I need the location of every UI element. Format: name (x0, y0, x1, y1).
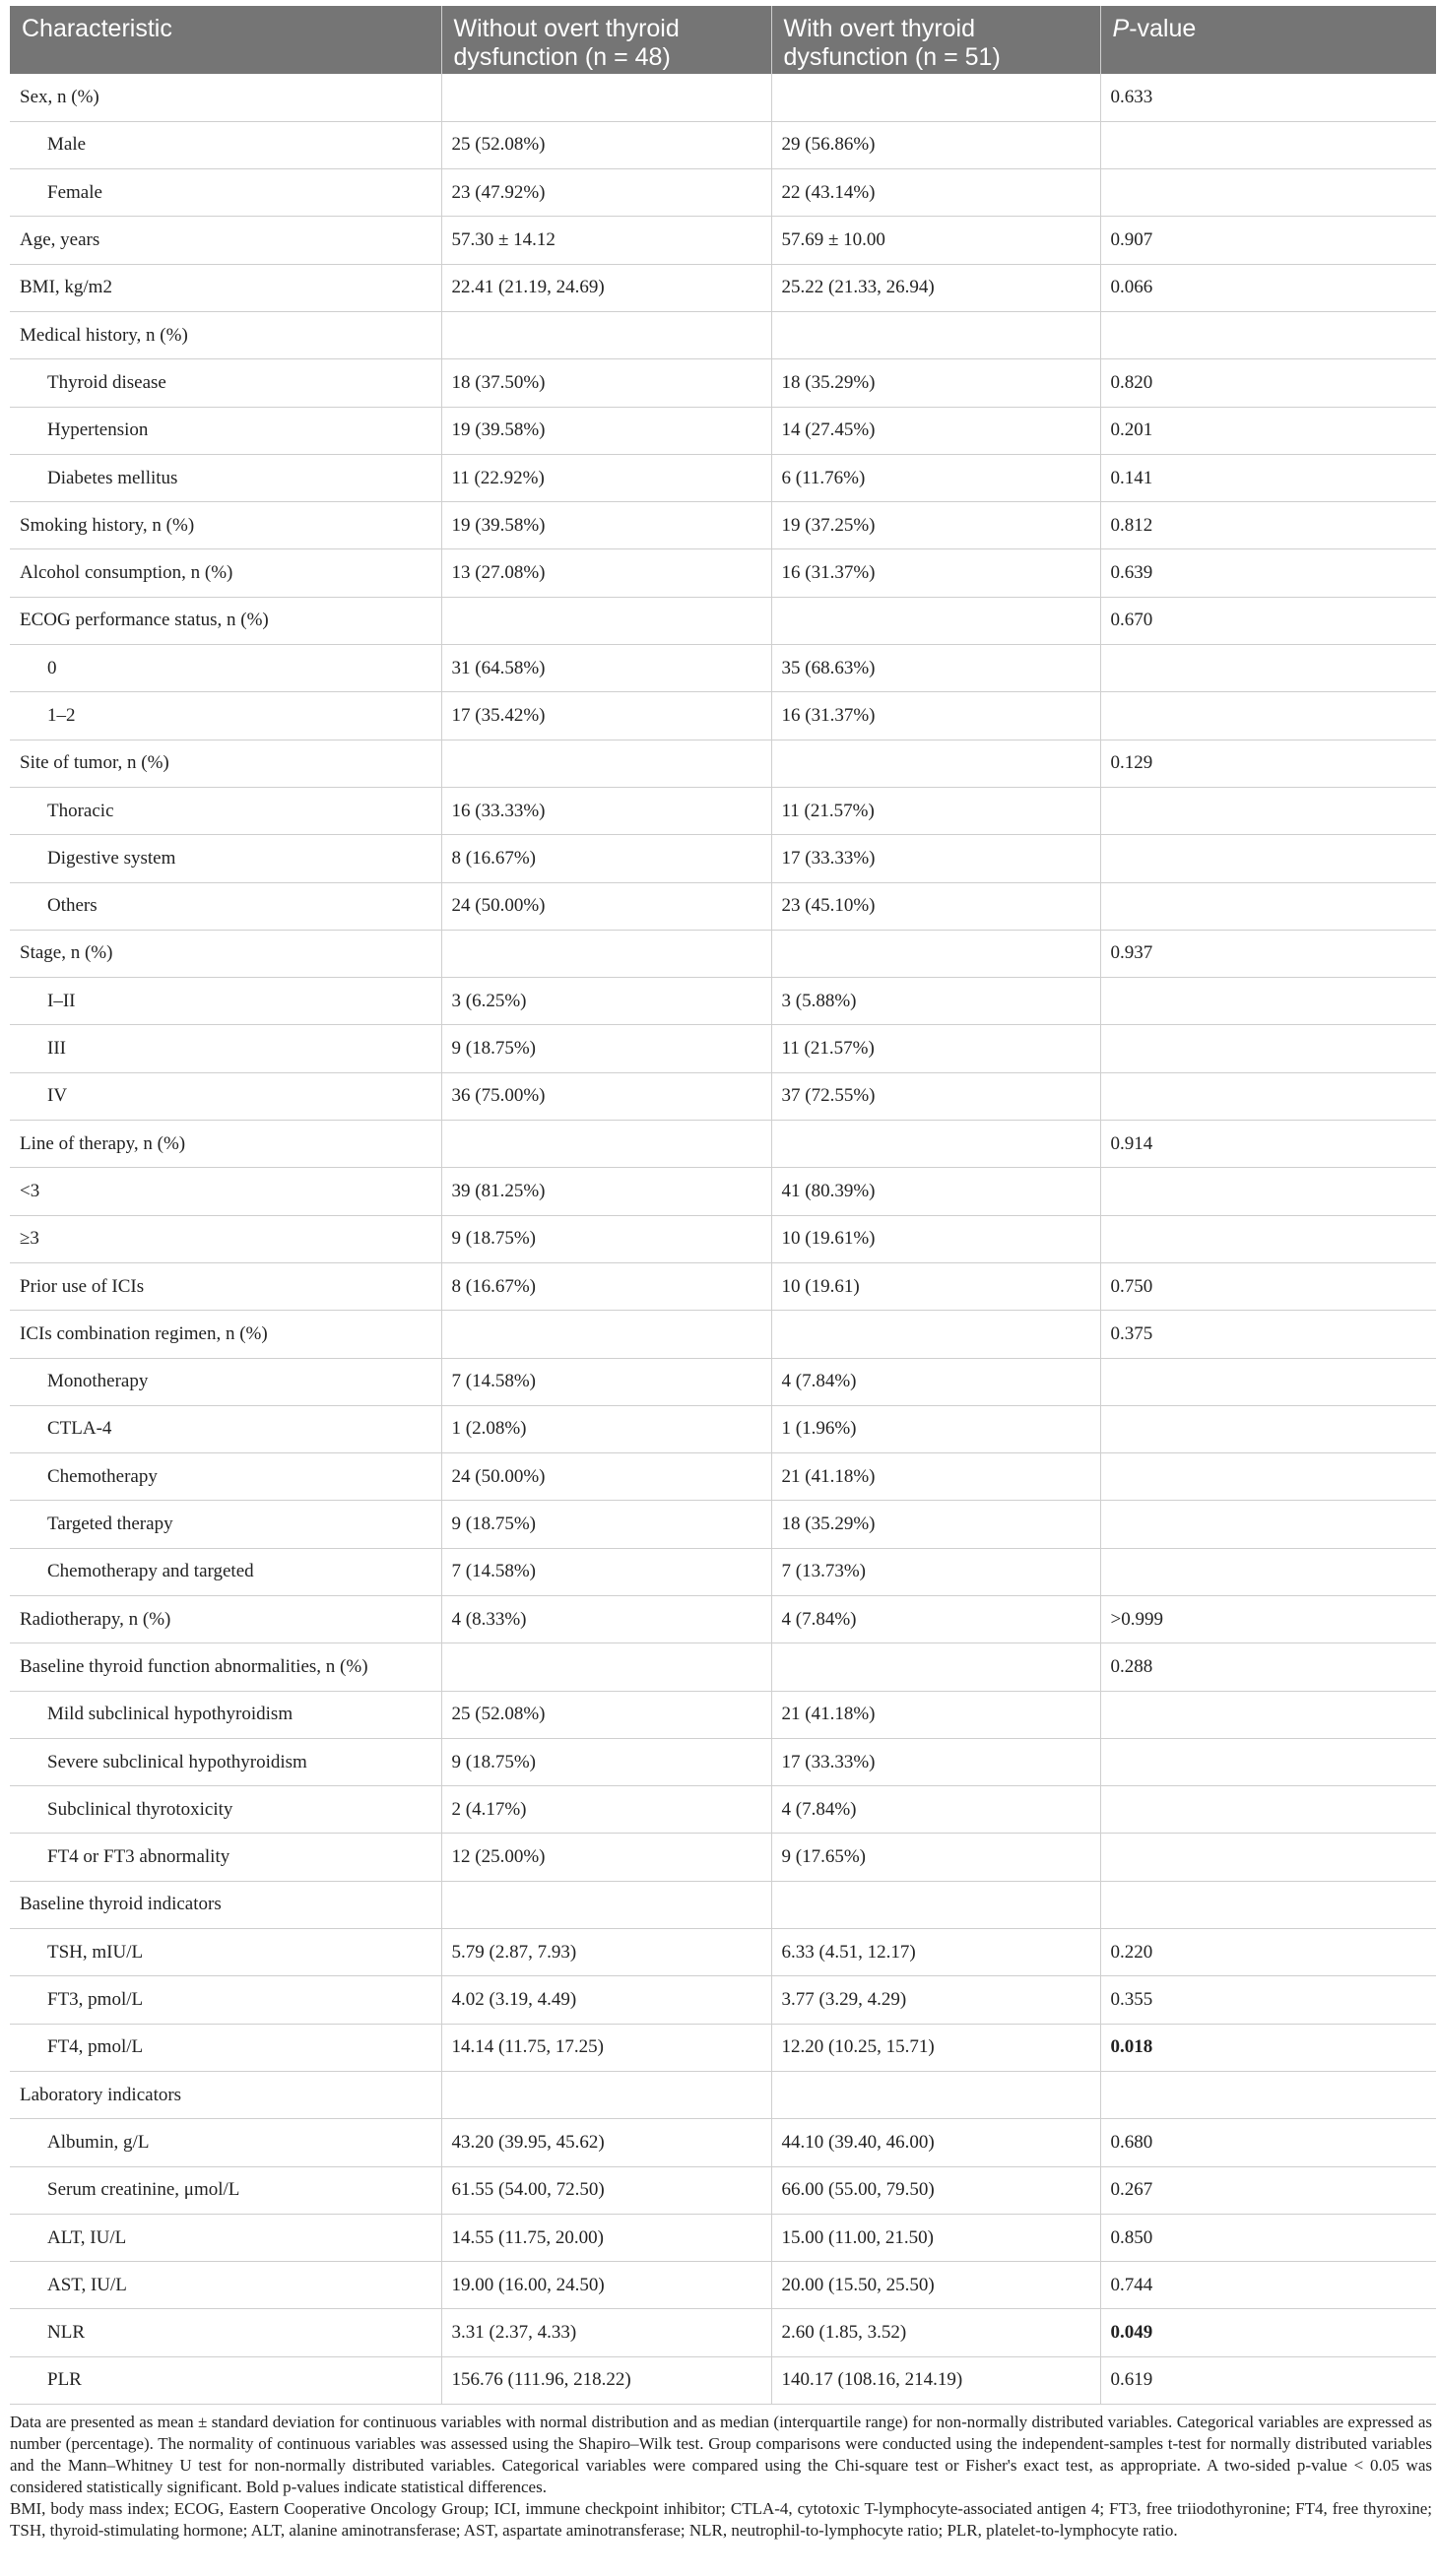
row-label: Medical history, n (%) (10, 311, 441, 358)
table-row (10, 74, 1436, 121)
value-with-overt: 16 (31.37%) (771, 692, 1100, 740)
p-value: 0.812 (1100, 502, 1436, 549)
table-header (10, 6, 1436, 74)
table-row (10, 1643, 1436, 1691)
value-with-overt: 4 (7.84%) (771, 1596, 1100, 1643)
table-row (10, 311, 1436, 358)
table-row (10, 1072, 1436, 1120)
row-label: Female (10, 169, 441, 217)
table-row (10, 1548, 1436, 1595)
value-without-overt (441, 1643, 771, 1691)
value-without-overt: 25 (52.08%) (441, 121, 771, 168)
p-value (1100, 1786, 1436, 1834)
p-value: 0.907 (1100, 217, 1436, 264)
p-value: 0.750 (1100, 1262, 1436, 1310)
table-row (10, 1786, 1436, 1834)
p-value (1100, 978, 1436, 1025)
row-label: Hypertension (10, 407, 441, 454)
table-row (10, 597, 1436, 644)
value-with-overt: 4 (7.84%) (771, 1358, 1100, 1405)
p-value (1100, 1358, 1436, 1405)
value-without-overt (441, 311, 771, 358)
row-label: Smoking history, n (%) (10, 502, 441, 549)
p-value (1100, 169, 1436, 217)
p-value: 0.129 (1100, 740, 1436, 787)
p-value: >0.999 (1100, 1596, 1436, 1643)
value-with-overt: 41 (80.39%) (771, 1168, 1100, 1215)
footnote-abbreviations: BMI, body mass index; ECOG, Eastern Cooperative Oncology Group; ICI, immune checkpoint inhibitor; CTLA-4, cytotoxic T-lymphocyte-associated antigen 4; FT3, free triiodothyronine; FT4, free thyroxine; TSH, thyroid-stimulating hormone; ALT, alanine aminotransferase; AST, aspartate aminotransferase; NLR, neutrophil-to-lymphocyte ratio; PLR, platelet-to-lymphocyte ratio. (10, 2499, 1432, 2540)
value-without-overt: 156.76 (111.96, 218.22) (441, 2356, 771, 2404)
table-row (10, 454, 1436, 501)
value-without-overt: 31 (64.58%) (441, 645, 771, 692)
value-with-overt: 10 (19.61) (771, 1262, 1100, 1310)
p-value: 0.820 (1100, 359, 1436, 407)
value-without-overt: 22.41 (21.19, 24.69) (441, 264, 771, 311)
table-row (10, 1262, 1436, 1310)
value-with-overt: 21 (41.18%) (771, 1691, 1100, 1738)
table-row (10, 787, 1436, 834)
table-row (10, 978, 1436, 1025)
table-row (10, 169, 1436, 217)
value-with-overt (771, 1121, 1100, 1168)
value-without-overt: 8 (16.67%) (441, 835, 771, 882)
table-row (10, 2166, 1436, 2214)
table-row (10, 882, 1436, 930)
value-with-overt: 3 (5.88%) (771, 978, 1100, 1025)
value-without-overt: 7 (14.58%) (441, 1548, 771, 1595)
row-label: AST, IU/L (10, 2262, 441, 2309)
value-with-overt: 9 (17.65%) (771, 1834, 1100, 1881)
value-without-overt: 17 (35.42%) (441, 692, 771, 740)
p-value: 0.049 (1100, 2309, 1436, 2356)
table-row (10, 1834, 1436, 1881)
table-body (10, 74, 1436, 2405)
value-with-overt (771, 597, 1100, 644)
table-row (10, 2356, 1436, 2404)
table-row (10, 1121, 1436, 1168)
p-value (1100, 1548, 1436, 1595)
value-without-overt (441, 74, 771, 121)
row-label: Digestive system (10, 835, 441, 882)
row-label: Subclinical thyrotoxicity (10, 1786, 441, 1834)
p-value: 0.680 (1100, 2119, 1436, 2166)
value-without-overt: 19 (39.58%) (441, 407, 771, 454)
p-value: 0.288 (1100, 1643, 1436, 1691)
p-value (1100, 1501, 1436, 1548)
value-with-overt: 21 (41.18%) (771, 1453, 1100, 1501)
value-without-overt (441, 1121, 771, 1168)
table-row (10, 1168, 1436, 1215)
value-with-overt (771, 74, 1100, 121)
value-with-overt: 66.00 (55.00, 79.50) (771, 2166, 1100, 2214)
value-without-overt: 13 (27.08%) (441, 549, 771, 597)
table-row (10, 121, 1436, 168)
value-with-overt (771, 2071, 1100, 2118)
row-label: BMI, kg/m2 (10, 264, 441, 311)
p-value: 0.220 (1100, 1929, 1436, 1976)
p-value: 0.670 (1100, 597, 1436, 644)
value-without-overt: 25 (52.08%) (441, 1691, 771, 1738)
value-with-overt: 37 (72.55%) (771, 1072, 1100, 1120)
value-without-overt: 43.20 (39.95, 45.62) (441, 2119, 771, 2166)
row-label: ECOG performance status, n (%) (10, 597, 441, 644)
table-container (10, 6, 1436, 2405)
value-without-overt: 16 (33.33%) (441, 787, 771, 834)
value-without-overt: 9 (18.75%) (441, 1025, 771, 1072)
value-without-overt: 9 (18.75%) (441, 1738, 771, 1785)
value-with-overt: 22 (43.14%) (771, 169, 1100, 217)
value-with-overt: 18 (35.29%) (771, 359, 1100, 407)
value-with-overt: 17 (33.33%) (771, 1738, 1100, 1785)
row-label: CTLA-4 (10, 1405, 441, 1452)
table-row (10, 740, 1436, 787)
value-with-overt: 6 (11.76%) (771, 454, 1100, 501)
row-label: FT3, pmol/L (10, 1976, 441, 2024)
p-value (1100, 882, 1436, 930)
p-value: 0.267 (1100, 2166, 1436, 2214)
value-without-overt (441, 2071, 771, 2118)
value-with-overt (771, 1311, 1100, 1358)
row-label: Monotherapy (10, 1358, 441, 1405)
value-with-overt (771, 740, 1100, 787)
row-label: Laboratory indicators (10, 2071, 441, 2118)
value-without-overt (441, 1881, 771, 1928)
table-row (10, 2309, 1436, 2356)
table-row (10, 1596, 1436, 1643)
table-row (10, 2262, 1436, 2309)
value-with-overt: 18 (35.29%) (771, 1501, 1100, 1548)
value-without-overt: 14.14 (11.75, 17.25) (441, 2024, 771, 2071)
row-label: Radiotherapy, n (%) (10, 1596, 441, 1643)
p-value: 0.937 (1100, 930, 1436, 977)
table-row (10, 1929, 1436, 1976)
value-with-overt: 23 (45.10%) (771, 882, 1100, 930)
table-row (10, 1453, 1436, 1501)
value-with-overt: 57.69 ± 10.00 (771, 217, 1100, 264)
value-with-overt: 17 (33.33%) (771, 835, 1100, 882)
row-label: 1–2 (10, 692, 441, 740)
row-label: NLR (10, 2309, 441, 2356)
value-without-overt: 2 (4.17%) (441, 1786, 771, 1834)
row-label: Thoracic (10, 787, 441, 834)
header-characteristic: Characteristic (10, 6, 441, 74)
value-without-overt: 5.79 (2.87, 7.93) (441, 1929, 771, 1976)
p-value: 0.914 (1100, 1121, 1436, 1168)
p-value: 0.201 (1100, 407, 1436, 454)
value-without-overt: 9 (18.75%) (441, 1501, 771, 1548)
value-without-overt: 9 (18.75%) (441, 1215, 771, 1262)
table-row (10, 359, 1436, 407)
value-without-overt: 4.02 (3.19, 4.49) (441, 1976, 771, 2024)
row-label: Stage, n (%) (10, 930, 441, 977)
table-row (10, 502, 1436, 549)
value-without-overt: 19 (39.58%) (441, 502, 771, 549)
value-with-overt: 15.00 (11.00, 21.50) (771, 2214, 1100, 2261)
value-without-overt: 3 (6.25%) (441, 978, 771, 1025)
header-with-overt: With overt thyroid dysfunction (n = 51) (771, 6, 1100, 74)
value-without-overt: 14.55 (11.75, 20.00) (441, 2214, 771, 2261)
table-row (10, 407, 1436, 454)
row-label: I–II (10, 978, 441, 1025)
row-label: IV (10, 1072, 441, 1120)
p-value: 0.744 (1100, 2262, 1436, 2309)
row-label: 0 (10, 645, 441, 692)
value-with-overt (771, 1881, 1100, 1928)
row-label: ALT, IU/L (10, 2214, 441, 2261)
p-value (1100, 1834, 1436, 1881)
table-row (10, 1881, 1436, 1928)
value-without-overt: 8 (16.67%) (441, 1262, 771, 1310)
p-value (1100, 1168, 1436, 1215)
table-row (10, 1358, 1436, 1405)
value-without-overt: 1 (2.08%) (441, 1405, 771, 1452)
row-label: Others (10, 882, 441, 930)
value-without-overt: 3.31 (2.37, 4.33) (441, 2309, 771, 2356)
value-with-overt: 6.33 (4.51, 12.17) (771, 1929, 1100, 1976)
table-row (10, 264, 1436, 311)
p-value (1100, 311, 1436, 358)
value-with-overt (771, 1643, 1100, 1691)
value-without-overt: 18 (37.50%) (441, 359, 771, 407)
value-with-overt: 16 (31.37%) (771, 549, 1100, 597)
row-label: ICIs combination regimen, n (%) (10, 1311, 441, 1358)
value-with-overt: 140.17 (108.16, 214.19) (771, 2356, 1100, 2404)
row-label: Baseline thyroid indicators (10, 1881, 441, 1928)
header-p-value (1100, 6, 1436, 74)
p-value: 0.355 (1100, 1976, 1436, 2024)
table-row (10, 645, 1436, 692)
row-label: Prior use of ICIs (10, 1262, 441, 1310)
p-value (1100, 1405, 1436, 1452)
table-row (10, 835, 1436, 882)
p-value (1100, 787, 1436, 834)
value-with-overt: 20.00 (15.50, 25.50) (771, 2262, 1100, 2309)
row-label: Diabetes mellitus (10, 454, 441, 501)
value-with-overt: 44.10 (39.40, 46.00) (771, 2119, 1100, 2166)
row-label: Alcohol consumption, n (%) (10, 549, 441, 597)
row-label: TSH, mIU/L (10, 1929, 441, 1976)
table-footnotes (10, 2412, 1432, 2542)
value-with-overt: 29 (56.86%) (771, 121, 1100, 168)
p-value: 0.066 (1100, 264, 1436, 311)
value-with-overt: 10 (19.61%) (771, 1215, 1100, 1262)
p-value: 0.639 (1100, 549, 1436, 597)
value-with-overt: 25.22 (21.33, 26.94) (771, 264, 1100, 311)
value-with-overt (771, 311, 1100, 358)
p-value (1100, 1072, 1436, 1120)
row-label: Site of tumor, n (%) (10, 740, 441, 787)
footnote-methods: Data are presented as mean ± standard deviation for continuous variables with normal distribution and as median (interquartile range) for non-normally distributed variables. Categorical variables are expressed as number (percentage). The normality of continuous variables was assessed using the Shapiro–Wilk test. Group comparisons were conducted using the independent-samples t-test for normally distributed variables and the Mann–Whitney U test for non-normally distributed variables. Categorical variables were compared using the Chi-square test or Fisher's exact test, as appropriate. A two-sided p-value < 0.05 was considered statistically significant. Bold p-values indicate statistical differences. (10, 2413, 1432, 2496)
p-value: 0.018 (1100, 2024, 1436, 2071)
value-with-overt: 19 (37.25%) (771, 502, 1100, 549)
p-value: 0.375 (1100, 1311, 1436, 1358)
table-row (10, 2214, 1436, 2261)
row-label: Thyroid disease (10, 359, 441, 407)
table-row (10, 2071, 1436, 2118)
value-with-overt: 1 (1.96%) (771, 1405, 1100, 1452)
table-row (10, 549, 1436, 597)
table-row (10, 1976, 1436, 2024)
table-row (10, 2024, 1436, 2071)
table-row (10, 930, 1436, 977)
table-row (10, 1215, 1436, 1262)
value-without-overt: 23 (47.92%) (441, 169, 771, 217)
row-label: Serum creatinine, μmol/L (10, 2166, 441, 2214)
value-without-overt: 11 (22.92%) (441, 454, 771, 501)
table-row (10, 1691, 1436, 1738)
value-without-overt: 57.30 ± 14.12 (441, 217, 771, 264)
row-label: <3 (10, 1168, 441, 1215)
row-label: Mild subclinical hypothyroidism (10, 1691, 441, 1738)
row-label: Baseline thyroid function abnormalities, n (%) (10, 1643, 441, 1691)
table-row (10, 1025, 1436, 1072)
value-with-overt: 7 (13.73%) (771, 1548, 1100, 1595)
value-with-overt: 14 (27.45%) (771, 407, 1100, 454)
p-value (1100, 692, 1436, 740)
value-without-overt: 36 (75.00%) (441, 1072, 771, 1120)
characteristics-table (10, 6, 1436, 2405)
row-label: FT4, pmol/L (10, 2024, 441, 2071)
value-with-overt (771, 930, 1100, 977)
header-without-overt: Without overt thyroid dysfunction (n = 48) (441, 6, 771, 74)
value-with-overt: 11 (21.57%) (771, 1025, 1100, 1072)
table-row (10, 692, 1436, 740)
row-label: Albumin, g/L (10, 2119, 441, 2166)
table-row (10, 1738, 1436, 1785)
table-row (10, 1311, 1436, 1358)
row-label: PLR (10, 2356, 441, 2404)
p-value (1100, 1025, 1436, 1072)
row-label: Male (10, 121, 441, 168)
value-without-overt: 39 (81.25%) (441, 1168, 771, 1215)
value-without-overt: 24 (50.00%) (441, 882, 771, 930)
table-row (10, 1405, 1436, 1452)
p-value (1100, 2071, 1436, 2118)
p-value: 0.850 (1100, 2214, 1436, 2261)
table-row (10, 2119, 1436, 2166)
p-value: 0.619 (1100, 2356, 1436, 2404)
p-value: 0.633 (1100, 74, 1436, 121)
value-without-overt: 19.00 (16.00, 24.50) (441, 2262, 771, 2309)
row-label: FT4 or FT3 abnormality (10, 1834, 441, 1881)
row-label: Chemotherapy and targeted (10, 1548, 441, 1595)
header-p-letter: P (1112, 15, 1130, 42)
value-with-overt: 2.60 (1.85, 3.52) (771, 2309, 1100, 2356)
p-value (1100, 645, 1436, 692)
value-without-overt: 61.55 (54.00, 72.50) (441, 2166, 771, 2214)
table-row (10, 1501, 1436, 1548)
value-with-overt: 35 (68.63%) (771, 645, 1100, 692)
p-value (1100, 1881, 1436, 1928)
value-without-overt: 4 (8.33%) (441, 1596, 771, 1643)
value-without-overt: 24 (50.00%) (441, 1453, 771, 1501)
value-without-overt: 12 (25.00%) (441, 1834, 771, 1881)
p-value: 0.141 (1100, 454, 1436, 501)
p-value (1100, 1453, 1436, 1501)
p-value (1100, 835, 1436, 882)
value-without-overt (441, 597, 771, 644)
table-row (10, 217, 1436, 264)
p-value (1100, 1691, 1436, 1738)
value-without-overt (441, 1311, 771, 1358)
value-with-overt: 11 (21.57%) (771, 787, 1100, 834)
value-without-overt (441, 740, 771, 787)
row-label: Chemotherapy (10, 1453, 441, 1501)
row-label: Severe subclinical hypothyroidism (10, 1738, 441, 1785)
row-label: Line of therapy, n (%) (10, 1121, 441, 1168)
value-with-overt: 4 (7.84%) (771, 1786, 1100, 1834)
row-label: Age, years (10, 217, 441, 264)
row-label: ≥3 (10, 1215, 441, 1262)
value-with-overt: 12.20 (10.25, 15.71) (771, 2024, 1100, 2071)
header-p-value-label: P-value (1112, 15, 1197, 42)
p-value (1100, 1215, 1436, 1262)
p-value (1100, 121, 1436, 168)
row-label: Sex, n (%) (10, 74, 441, 121)
row-label: Targeted therapy (10, 1501, 441, 1548)
value-without-overt (441, 930, 771, 977)
header-row (10, 6, 1436, 74)
row-label: III (10, 1025, 441, 1072)
value-without-overt: 7 (14.58%) (441, 1358, 771, 1405)
p-value (1100, 1738, 1436, 1785)
value-with-overt: 3.77 (3.29, 4.29) (771, 1976, 1100, 2024)
